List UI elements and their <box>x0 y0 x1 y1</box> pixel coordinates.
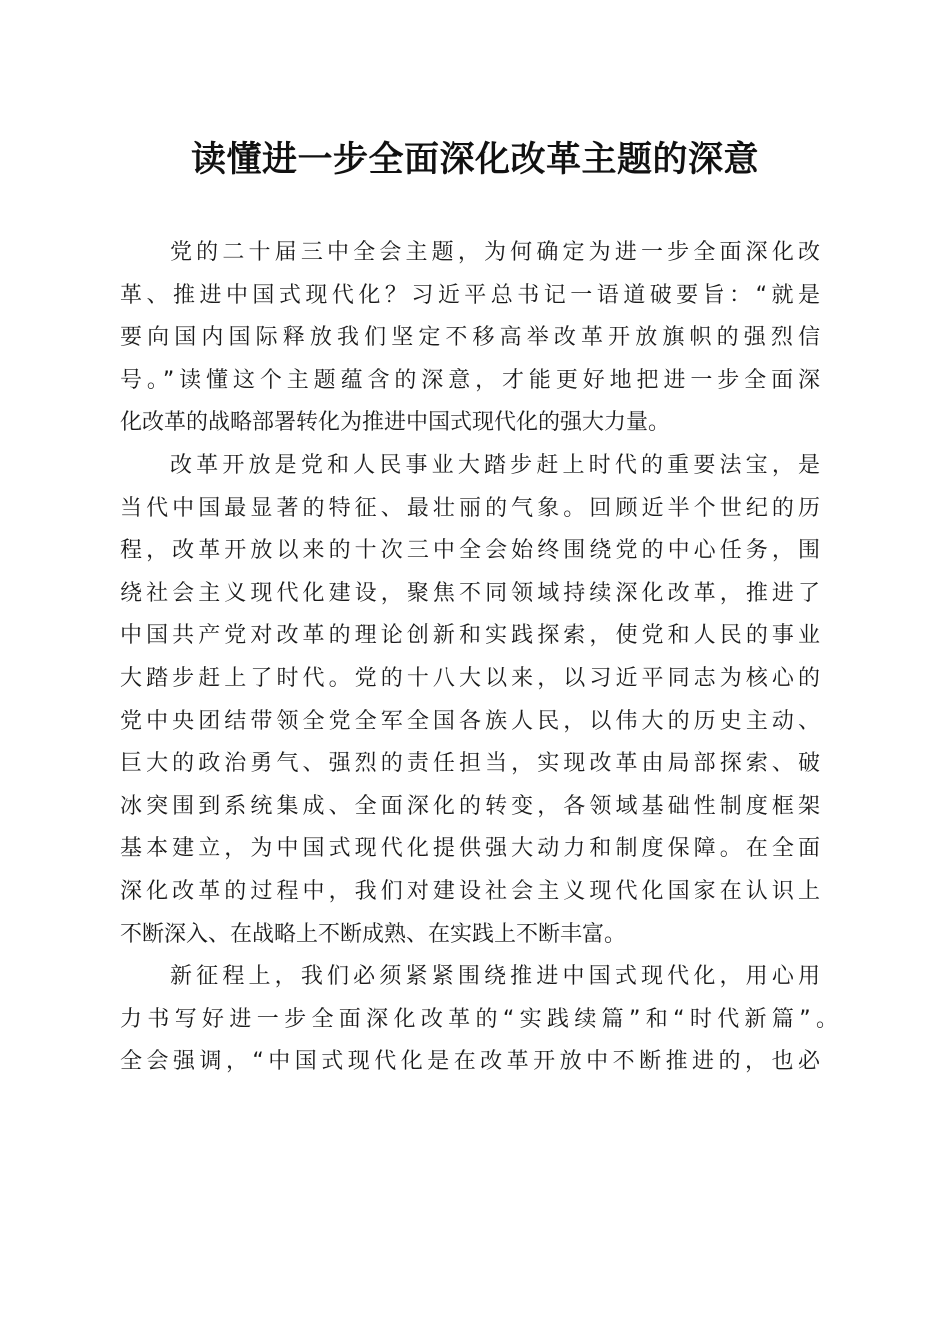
paragraph-1-line-1: 党的二十届三中全会主题，为何确定为进一步全面深化改 <box>170 240 820 265</box>
paragraph-2-line-5: 中国共产党对改革的理论创新和实践探索，使党和人民的事业 <box>120 623 820 649</box>
paragraph-1-line-2: 革、推进中国式现代化？习近平总书记一语道破要旨：“就是 <box>120 282 820 308</box>
paragraph-2-line-1: 改革开放是党和人民事业大踏步赶上时代的重要法宝，是 <box>170 452 820 478</box>
paragraph-2-line-9: 冰突围到系统集成、全面深化的转变，各领域基础性制度框架 <box>120 793 820 819</box>
document-body <box>120 232 850 1084</box>
paragraph-2-line-10: 基本建立，为中国式现代化提供强大动力和制度保障。在全面 <box>120 836 820 862</box>
paragraph-2-line-3: 程，改革开放以来的十次三中全会始终围绕党的中心任务，围 <box>120 538 820 564</box>
document-title: 读懂进一步全面深化改革主题的深意 <box>190 139 759 180</box>
paragraph-1-line-4: 号。”读懂这个主题蕴含的深意，才能更好地把进一步全面深 <box>120 367 820 393</box>
paragraph-2-line-4: 绕社会主义现代化建设，聚焦不同领域持续深化改革，推进了 <box>120 580 820 606</box>
paragraph-3-line-3: 全会强调，“中国式现代化是在改革开放中不断推进的，也必 <box>120 1049 820 1075</box>
paragraph-2-line-11: 深化改革的过程中，我们对建设社会主义现代化国家在认识上 <box>120 878 820 904</box>
paragraph-1-line-5: 化改革的战略部署转化为推进中国式现代化的强大力量。 <box>120 410 671 436</box>
paragraph-2-line-12: 不断深入、在战略上不断成熟、在实践上不断丰富。 <box>120 921 627 947</box>
paragraph-3-line-2: 力书写好进一步全面深化改革的“实践续篇”和“时代新篇”。 <box>120 1006 838 1032</box>
paragraph-2-line-2: 当代中国最显著的特征、最壮丽的气象。回顾近半个世纪的历 <box>120 495 820 521</box>
paragraph-2-line-8: 巨大的政治勇气、强烈的责任担当，实现改革由局部探索、破 <box>120 751 820 777</box>
paragraph-3-line-1: 新征程上，我们必须紧紧围绕推进中国式现代化，用心用 <box>170 964 820 990</box>
paragraph-2-line-7: 党中央团结带领全党全军全国各族人民，以伟大的历史主动、 <box>120 708 820 734</box>
paragraph-1-line-3: 要向国内国际释放我们坚定不移高举改革开放旗帜的强烈信 <box>120 325 820 351</box>
paragraph-2-line-6: 大踏步赶上了时代。党的十八大以来，以习近平同志为核心的 <box>120 665 820 691</box>
